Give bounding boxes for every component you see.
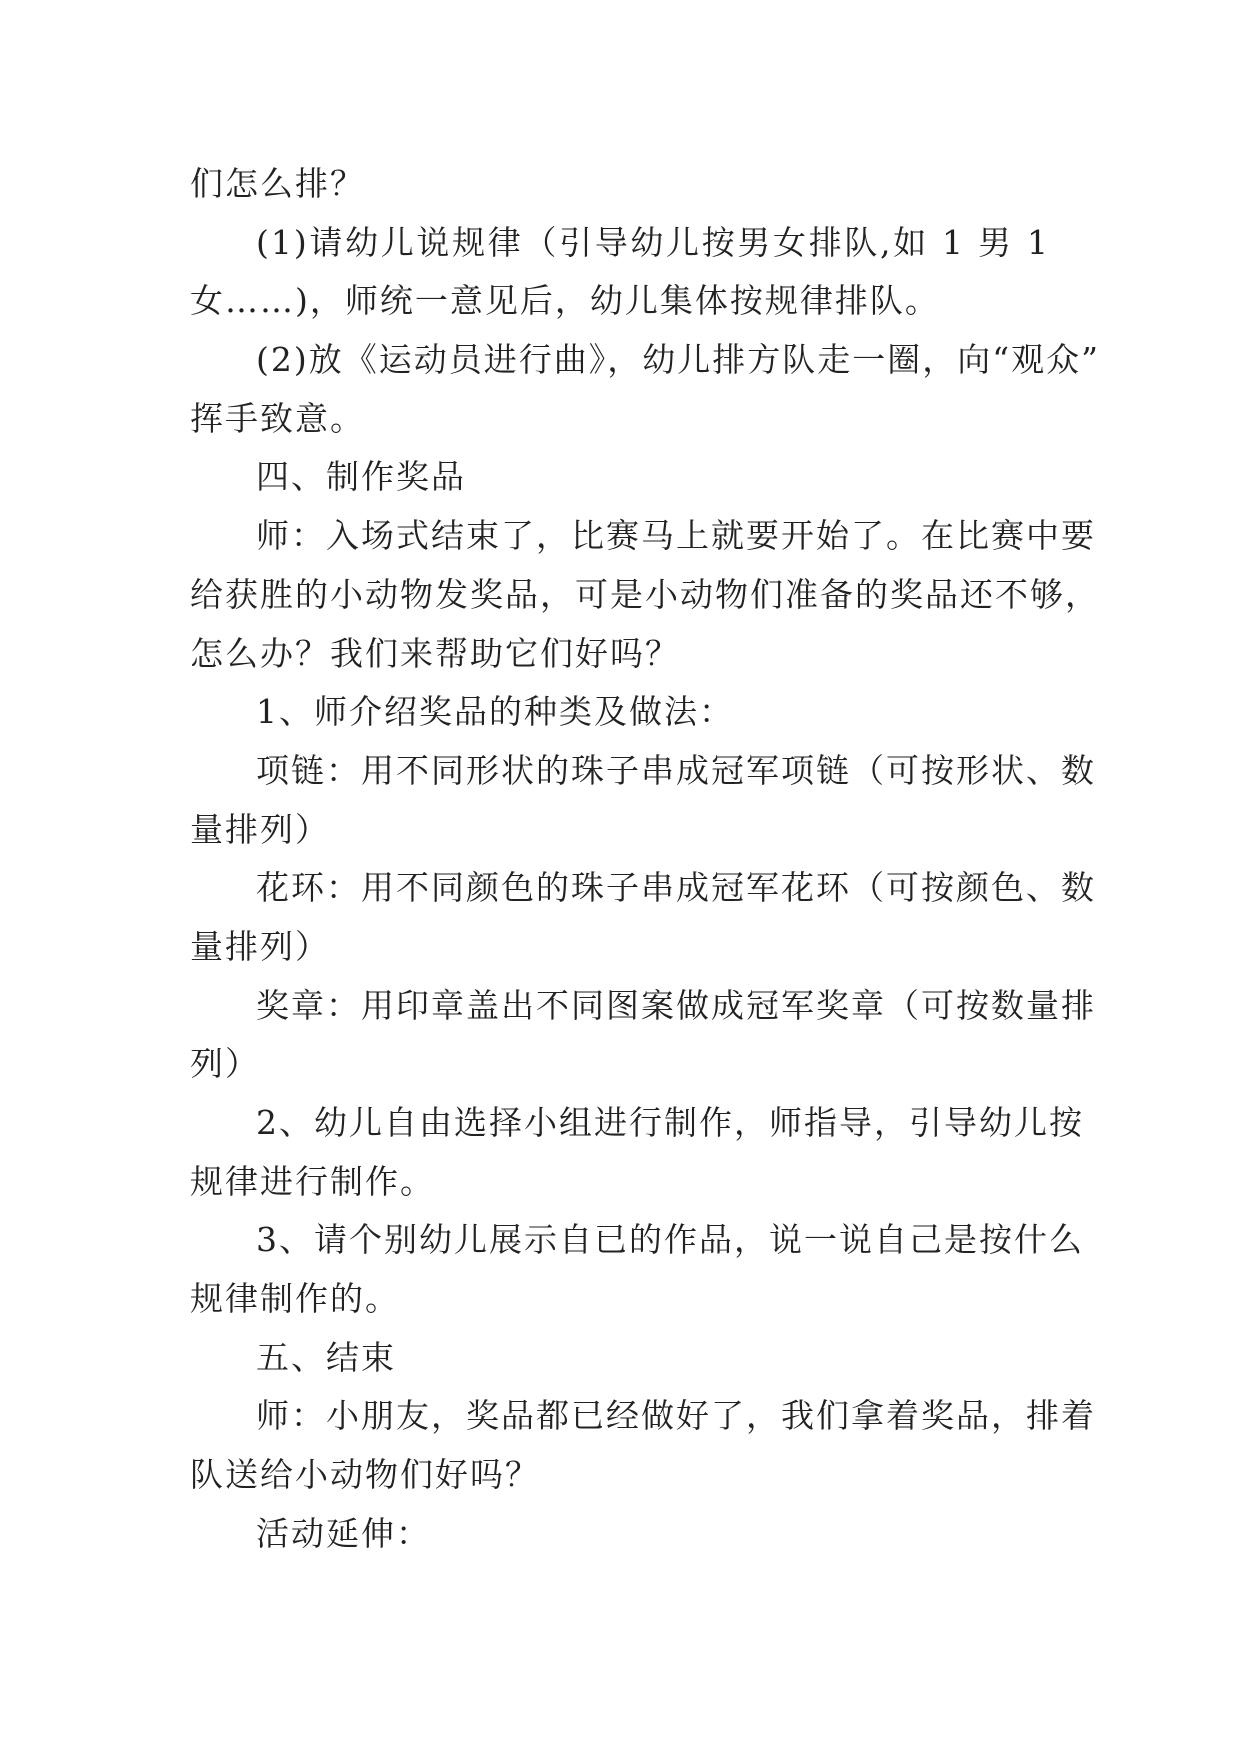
text-line: 奖章：用印章盖出不同图案做成冠军奖章（可按数量排	[256, 985, 1096, 1025]
text-line: 项链：用不同形状的珠子串成冠军项链（可按形状、数	[256, 750, 1096, 790]
text-line: (1)请幼儿说规律（引导幼儿按男女排队,如 1 男 1	[256, 222, 1050, 262]
text-line: 五、结束	[256, 1337, 396, 1377]
text-line: (2)放《运动员进行曲》，幼儿排方队走一圈，向“观众”	[256, 340, 1100, 380]
text-line: 3、请个别幼儿展示自已的作品，说一说自己是按什么	[256, 1220, 1084, 1260]
text-line: 女……)，师统一意见后，幼儿集体按规律排队。	[190, 281, 940, 321]
text-line: 师：小朋友，奖品都已经做好了，我们拿着奖品，排着	[256, 1396, 1096, 1436]
text-line: 规律进行制作。	[190, 1161, 435, 1201]
text-line: 1、师介绍奖品的种类及做法：	[256, 692, 734, 732]
text-line: 规律制作的。	[190, 1279, 400, 1319]
text-line: 师：入场式结束了，比赛马上就要开始了。在比赛中要	[256, 516, 1096, 556]
text-line: 四、制作奖品	[256, 457, 466, 497]
text-line: 活动延伸：	[256, 1513, 431, 1553]
text-line: 量排列）	[190, 926, 330, 966]
text-line: 列）	[190, 1044, 260, 1084]
text-line: 队送给小动物们好吗？	[190, 1455, 540, 1495]
text-line: 量排列）	[190, 809, 330, 849]
text-line: 花环：用不同颜色的珠子串成冠军花环（可按颜色、数	[256, 868, 1096, 908]
text-line: 2、幼儿自由选择小组进行制作，师指导，引导幼儿按	[256, 1103, 1084, 1142]
text-line: 们怎么排？	[190, 164, 365, 203]
text-line: 怎么办？我们来帮助它们好吗？	[190, 633, 680, 673]
document-body	[190, 155, 1100, 1564]
text-line: 挥手致意。	[190, 398, 365, 438]
text-line: 给获胜的小动物发奖品，可是小动物们准备的奖品还不够，	[190, 574, 1100, 614]
